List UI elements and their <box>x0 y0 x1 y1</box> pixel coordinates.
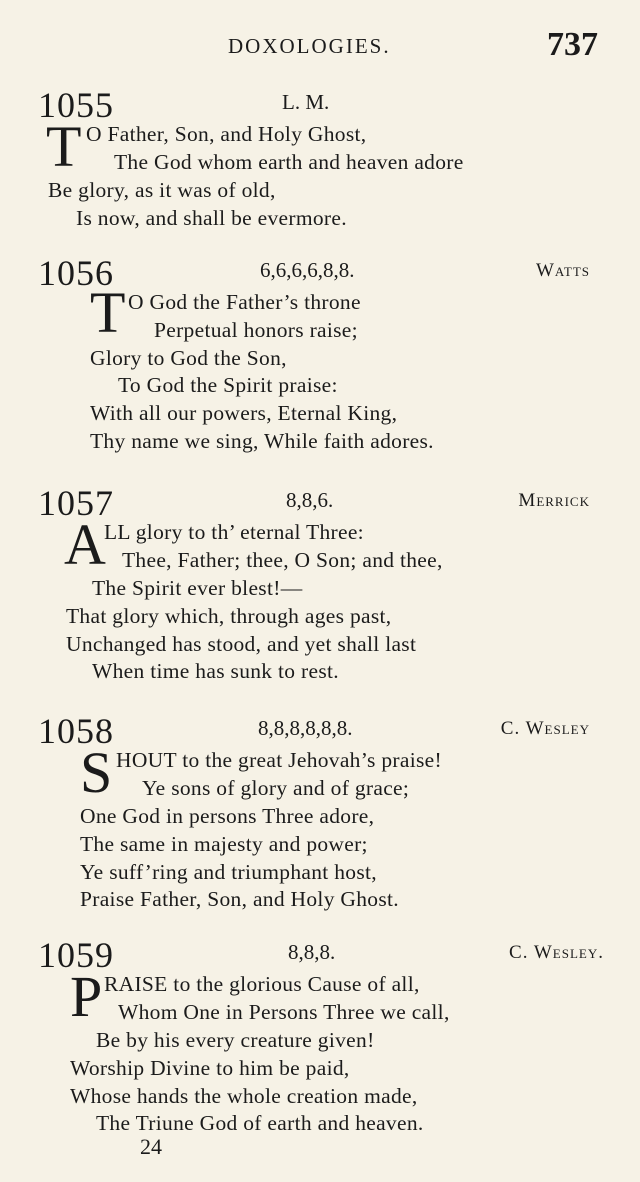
verse-line: Praise Father, Son, and Holy Ghost. <box>80 887 399 911</box>
hymn-1056 <box>0 252 640 453</box>
verse-line: Whose hands the whole creation made, <box>70 1084 418 1108</box>
verse-line: That glory which, through ages past, <box>66 604 392 628</box>
verse-line: O Father, Son, and Holy Ghost, <box>86 122 367 146</box>
verse-line: The Triune God of earth and heaven. <box>96 1111 424 1135</box>
hymn-number: 1055 <box>38 85 114 125</box>
hymn-meter: 8,8,8. <box>288 940 336 964</box>
verse-line: RAISE to the glorious Cause of all, <box>104 972 420 996</box>
verse-line: The Spirit ever blest!— <box>92 576 303 600</box>
hymn-number: 1059 <box>38 935 114 975</box>
page-number: 737 <box>547 26 598 63</box>
hymn-author: Merrick <box>518 490 590 511</box>
hymn-1058 <box>0 710 640 911</box>
hymn-1055 <box>0 84 640 230</box>
verse-line: O God the Father’s throne <box>128 290 361 314</box>
verse-line: Be glory, as it was of old, <box>48 178 276 202</box>
verse-line: The God whom earth and heaven adore <box>114 150 464 174</box>
verse-line: Worship Divine to him be paid, <box>70 1056 350 1080</box>
verse-line: Whom One in Persons Three we call, <box>118 1000 450 1024</box>
verse-line: Is now, and shall be evermore. <box>76 206 347 230</box>
verse-line: With all our powers, Eternal King, <box>90 401 398 425</box>
hymn-number: 1056 <box>38 253 114 293</box>
verse-line: Glory to God the Son, <box>90 346 287 370</box>
hymn-meter: 6,6,6,6,8,8. <box>260 258 355 282</box>
drop-cap: T <box>90 280 126 345</box>
verse-line: Thy name we sing, While faith adores. <box>90 429 434 453</box>
verse-line: When time has sunk to rest. <box>92 659 339 683</box>
verse-line: HOUT to the great Jehovah’s praise! <box>116 748 442 772</box>
verse-line: Be by his every creature given! <box>96 1028 375 1052</box>
drop-cap: T <box>46 114 82 179</box>
drop-cap: P <box>70 964 103 1029</box>
verse-line: Ye sons of glory and of grace; <box>142 776 410 800</box>
verse-line: Ye suff’ring and triumphant host, <box>80 860 377 884</box>
running-head: DOXOLOGIES. <box>228 34 391 58</box>
hymn-number: 1058 <box>38 711 114 751</box>
signature-mark: 24 <box>140 1134 162 1159</box>
hymn-number: 1057 <box>38 483 114 523</box>
drop-cap: A <box>64 512 106 577</box>
hymn-meter: 8,8,8,8,8,8. <box>258 716 353 740</box>
drop-cap: S <box>80 740 113 805</box>
verse-line: Thee, Father; thee, O Son; and thee, <box>122 548 443 572</box>
hymn-meter: 8,8,6. <box>286 488 334 512</box>
verse-line: To God the Spirit praise: <box>118 373 338 397</box>
verse-line: One God in persons Three adore, <box>80 804 375 828</box>
hymn-author: Watts <box>536 260 590 281</box>
hymn-author: C. Wesley <box>500 718 590 739</box>
verse-line: Perpetual honors raise; <box>154 318 358 342</box>
verse-line: LL glory to th’ eternal Three: <box>104 520 364 544</box>
hymn-1059 <box>0 934 640 1135</box>
hymn-author: C. Wesley. <box>509 942 604 963</box>
verse-line: The same in majesty and power; <box>80 832 368 856</box>
hymn-1057 <box>0 482 640 683</box>
verse-line: Unchanged has stood, and yet shall last <box>66 632 417 656</box>
hymn-header <box>0 84 640 124</box>
hymn-meter: L. M. <box>282 90 330 114</box>
